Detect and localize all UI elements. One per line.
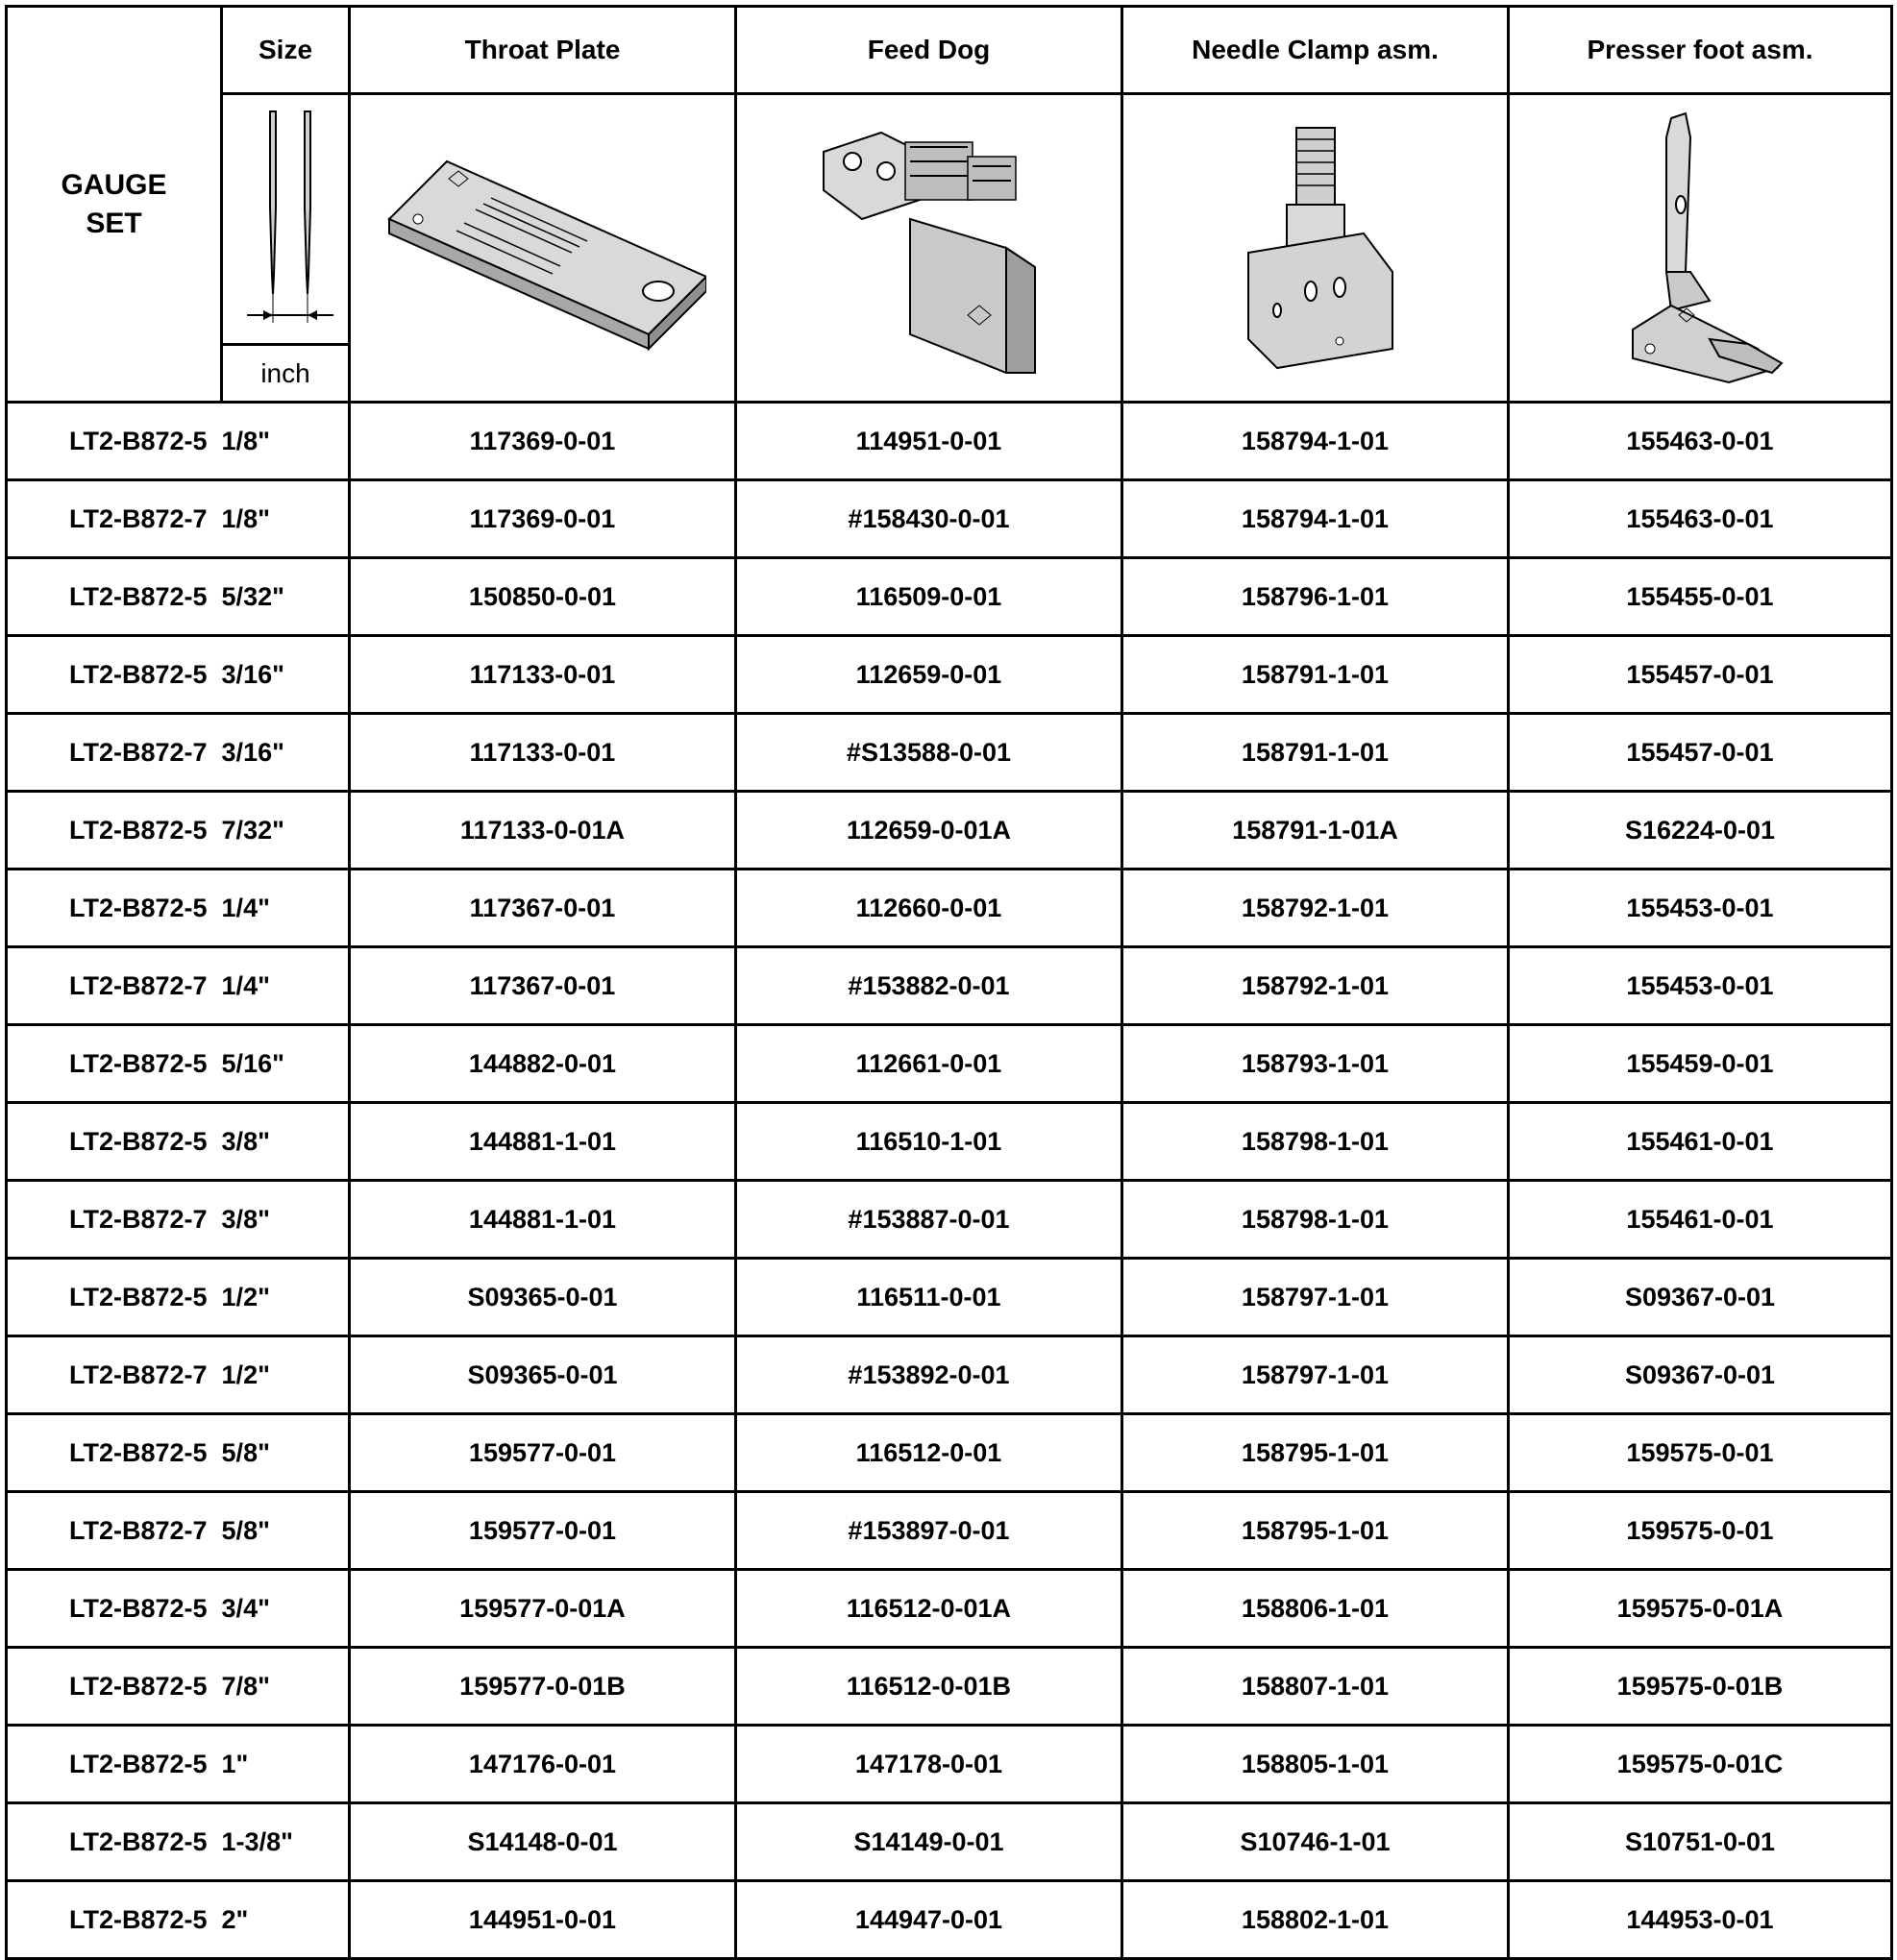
presser-foot-cell: 144953-0-01 (1509, 1881, 1892, 1959)
throat-plate-cell: 144882-0-01 (350, 1025, 736, 1103)
needle-clamp-cell: 158797-1-01 (1122, 1336, 1509, 1414)
unit-cell (222, 345, 350, 403)
gauge-set-cell: LT2-B872-7 5/8" (7, 1492, 350, 1570)
table-row (7, 1726, 1892, 1803)
needle-clamp-cell: 158802-1-01 (1122, 1881, 1509, 1959)
throat-plate-cell: 144881-1-01 (350, 1181, 736, 1259)
feed-dog-cell: 116511-0-01 (736, 1259, 1122, 1336)
needles-illustration-cell (222, 94, 350, 345)
needle-clamp-cell: 158792-1-01 (1122, 947, 1509, 1025)
gauge-set-cell: LT2-B872-5 3/4" (7, 1570, 350, 1648)
needle-clamp-cell: 158795-1-01 (1122, 1414, 1509, 1492)
gauge-set-cell: LT2-B872-7 3/16" (7, 714, 350, 792)
presser-foot-cell: 155463-0-01 (1509, 480, 1892, 558)
needle-clamp-cell: 158795-1-01 (1122, 1492, 1509, 1570)
presser-foot-cell: 155453-0-01 (1509, 947, 1892, 1025)
presser-foot-cell: 155461-0-01 (1509, 1181, 1892, 1259)
needle-clamp-cell: 158793-1-01 (1122, 1025, 1509, 1103)
table-row (7, 636, 1892, 714)
presser-foot-cell: S10751-0-01 (1509, 1803, 1892, 1881)
gauge-set-cell: LT2-B872-5 1" (7, 1726, 350, 1803)
presser-foot-cell: 155455-0-01 (1509, 558, 1892, 636)
gauge-set-cell: LT2-B872-5 3/16" (7, 636, 350, 714)
table-row (7, 403, 1892, 480)
needle-clamp-icon (1220, 118, 1412, 378)
needles-icon (228, 102, 343, 332)
feed-dog-cell: #S13588-0-01 (736, 714, 1122, 792)
table-row (7, 1881, 1892, 1959)
size-label: Size (258, 35, 313, 64)
gauge-set-table (5, 5, 1893, 1960)
presser-foot-cell: 155453-0-01 (1509, 870, 1892, 947)
gauge-set-cell: LT2-B872-5 5/16" (7, 1025, 350, 1103)
feed-dog-cell: 116512-0-01B (736, 1648, 1122, 1726)
table-row (7, 1025, 1892, 1103)
feed-dog-cell: 116512-0-01 (736, 1414, 1122, 1492)
feed-dog-cell: 112661-0-01 (736, 1025, 1122, 1103)
presser-foot-cell: 155463-0-01 (1509, 403, 1892, 480)
table-row (7, 1181, 1892, 1259)
throat-plate-illustration-cell (350, 94, 736, 403)
table-row (7, 1648, 1892, 1726)
table-row (7, 1336, 1892, 1414)
feed-dog-cell: 112659-0-01A (736, 792, 1122, 870)
gauge-set-cell: LT2-B872-7 1/2" (7, 1336, 350, 1414)
table-row (7, 558, 1892, 636)
needle-clamp-label: Needle Clamp asm. (1192, 35, 1439, 64)
throat-plate-icon (380, 142, 706, 354)
gauge-set-cell: LT2-B872-5 7/32" (7, 792, 350, 870)
needle-clamp-cell: 158798-1-01 (1122, 1181, 1509, 1259)
gauge-set-cell: LT2-B872-5 5/32" (7, 558, 350, 636)
feed-dog-cell: 112660-0-01 (736, 870, 1122, 947)
needle-clamp-cell: 158798-1-01 (1122, 1103, 1509, 1181)
table-row (7, 1414, 1892, 1492)
table-row (7, 1803, 1892, 1881)
table-row (7, 1103, 1892, 1181)
table-row (7, 1492, 1892, 1570)
throat-plate-header (350, 7, 736, 94)
throat-plate-cell: 144881-1-01 (350, 1103, 736, 1181)
feed-dog-cell: #153887-0-01 (736, 1181, 1122, 1259)
throat-plate-cell: S09365-0-01 (350, 1259, 736, 1336)
presser-foot-header (1509, 7, 1892, 94)
throat-plate-cell: 117133-0-01 (350, 636, 736, 714)
feed-dog-icon (814, 113, 1045, 382)
presser-foot-cell: 155459-0-01 (1509, 1025, 1892, 1103)
throat-plate-cell: 147176-0-01 (350, 1726, 736, 1803)
table-row (7, 870, 1892, 947)
needle-clamp-cell: 158794-1-01 (1122, 480, 1509, 558)
presser-foot-cell: 155457-0-01 (1509, 714, 1892, 792)
gauge-set-cell: LT2-B872-5 7/8" (7, 1648, 350, 1726)
throat-plate-cell: S09365-0-01 (350, 1336, 736, 1414)
gauge-set-cell: LT2-B872-5 1-3/8" (7, 1803, 350, 1881)
table-row (7, 1259, 1892, 1336)
presser-foot-cell: 159575-0-01B (1509, 1648, 1892, 1726)
needle-clamp-cell: 158792-1-01 (1122, 870, 1509, 947)
presser-foot-cell: S16224-0-01 (1509, 792, 1892, 870)
presser-foot-cell: 155457-0-01 (1509, 636, 1892, 714)
presser-foot-label: Presser foot asm. (1587, 35, 1813, 64)
feed-dog-label: Feed Dog (867, 35, 991, 64)
table-row (7, 792, 1892, 870)
needle-clamp-cell: 158791-1-01 (1122, 636, 1509, 714)
gauge-set-label: GAUGE SET (61, 168, 167, 239)
feed-dog-cell: #153892-0-01 (736, 1336, 1122, 1414)
needle-clamp-cell: 158791-1-01A (1122, 792, 1509, 870)
throat-plate-cell: 159577-0-01B (350, 1648, 736, 1726)
size-header (222, 7, 350, 94)
feed-dog-cell: 116510-1-01 (736, 1103, 1122, 1181)
feed-dog-cell: 116509-0-01 (736, 558, 1122, 636)
throat-plate-cell: 117367-0-01 (350, 947, 736, 1025)
gauge-set-cell: LT2-B872-7 1/4" (7, 947, 350, 1025)
needle-clamp-cell: 158796-1-01 (1122, 558, 1509, 636)
needle-clamp-cell: 158791-1-01 (1122, 714, 1509, 792)
feed-dog-illustration-cell (736, 94, 1122, 403)
presser-foot-cell: 159575-0-01C (1509, 1726, 1892, 1803)
feed-dog-cell: 144947-0-01 (736, 1881, 1122, 1959)
table-row (7, 947, 1892, 1025)
feed-dog-cell: 116512-0-01A (736, 1570, 1122, 1648)
throat-plate-cell: 117133-0-01 (350, 714, 736, 792)
presser-foot-cell: 155461-0-01 (1509, 1103, 1892, 1181)
throat-plate-cell: 117367-0-01 (350, 870, 736, 947)
throat-plate-cell: 159577-0-01 (350, 1492, 736, 1570)
table-row (7, 1570, 1892, 1648)
needle-clamp-illustration-cell (1122, 94, 1509, 403)
feed-dog-cell: S14149-0-01 (736, 1803, 1122, 1881)
table-row (7, 714, 1892, 792)
unit-label: inch (260, 357, 310, 388)
feed-dog-cell: 147178-0-01 (736, 1726, 1122, 1803)
gauge-set-cell: LT2-B872-7 3/8" (7, 1181, 350, 1259)
gauge-set-cell: LT2-B872-5 1/4" (7, 870, 350, 947)
feed-dog-cell: #153897-0-01 (736, 1492, 1122, 1570)
presser-foot-cell: 159575-0-01A (1509, 1570, 1892, 1648)
feed-dog-header (736, 7, 1122, 94)
gauge-set-cell: LT2-B872-5 5/8" (7, 1414, 350, 1492)
presser-foot-cell: 159575-0-01 (1509, 1414, 1892, 1492)
needle-clamp-cell: 158797-1-01 (1122, 1259, 1509, 1336)
gauge-set-cell: LT2-B872-5 1/8" (7, 403, 350, 480)
gauge-set-header (7, 7, 222, 403)
gauge-set-cell: LT2-B872-5 1/2" (7, 1259, 350, 1336)
gauge-set-cell: LT2-B872-5 2" (7, 1881, 350, 1959)
needle-clamp-cell: 158806-1-01 (1122, 1570, 1509, 1648)
throat-plate-cell: 159577-0-01 (350, 1414, 736, 1492)
presser-foot-cell: S09367-0-01 (1509, 1259, 1892, 1336)
feed-dog-cell: #158430-0-01 (736, 480, 1122, 558)
feed-dog-cell: 112659-0-01 (736, 636, 1122, 714)
needle-clamp-cell: 158805-1-01 (1122, 1726, 1509, 1803)
throat-plate-cell: 144951-0-01 (350, 1881, 736, 1959)
throat-plate-cell: 150850-0-01 (350, 558, 736, 636)
throat-plate-cell: 117369-0-01 (350, 403, 736, 480)
feed-dog-cell: #153882-0-01 (736, 947, 1122, 1025)
throat-plate-cell: S14148-0-01 (350, 1803, 736, 1881)
presser-foot-illustration-cell (1509, 94, 1892, 403)
needle-clamp-cell: 158794-1-01 (1122, 403, 1509, 480)
needle-clamp-cell: 158807-1-01 (1122, 1648, 1509, 1726)
parts-table-body (7, 403, 1892, 1959)
throat-plate-label: Throat Plate (464, 35, 621, 64)
gauge-set-cell: LT2-B872-7 1/8" (7, 480, 350, 558)
table-row (7, 480, 1892, 558)
presser-foot-icon (1604, 109, 1796, 387)
throat-plate-cell: 159577-0-01A (350, 1570, 736, 1648)
presser-foot-cell: 159575-0-01 (1509, 1492, 1892, 1570)
throat-plate-cell: 117133-0-01A (350, 792, 736, 870)
feed-dog-cell: 114951-0-01 (736, 403, 1122, 480)
needle-clamp-cell: S10746-1-01 (1122, 1803, 1509, 1881)
gauge-set-cell: LT2-B872-5 3/8" (7, 1103, 350, 1181)
throat-plate-cell: 117369-0-01 (350, 480, 736, 558)
presser-foot-cell: S09367-0-01 (1509, 1336, 1892, 1414)
needle-clamp-header (1122, 7, 1509, 94)
